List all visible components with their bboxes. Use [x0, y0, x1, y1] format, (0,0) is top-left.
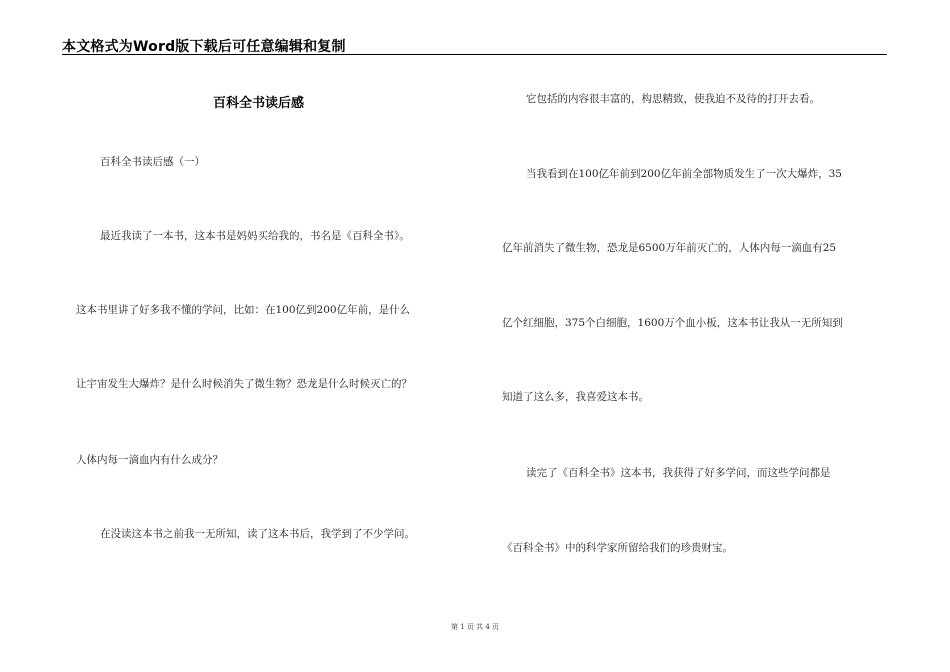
right-paragraph-line: 读完了《百科全书》这本书，我获得了好多学问，而这些学问都是 [526, 467, 831, 479]
left-paragraph-line: 最近我读了一本书，这本书是妈妈买给我的，书名是《百科全书》。 [100, 230, 410, 242]
left-paragraph-line: 让宇宙发生大爆炸？是什么时候消失了微生物？恐龙是什么时候灭亡的？ [76, 378, 412, 390]
right-paragraph-line: 亿个红细胞，375个白细胞，1600万个血小板，这本书让我从一无所知到 [502, 317, 843, 329]
left-paragraph-line: 人体内每一滴血内有什么成分？ [76, 454, 223, 466]
left-paragraph-line: 百科全书读后感（一） [100, 156, 205, 168]
right-paragraph-line: 《百科全书》中的科学家所留给我们的珍贵财宝。 [502, 542, 733, 554]
right-paragraph-line: 亿年前消失了微生物，恐龙是6500万年前灭亡的，人体内每一滴血有25 [502, 242, 837, 254]
right-paragraph-line: 当我看到在100亿年前到200亿年前全部物质发生了一次大爆炸，35 [526, 168, 842, 180]
left-paragraph-line: 在没读这本书之前我一无所知，读了这本书后，我学到了不少学问。 [100, 528, 415, 540]
left-paragraph-line: 这本书里讲了好多我不懂的学问，比如：在100亿到200亿年前，是什么 [76, 304, 411, 316]
right-paragraph-line: 它包括的内容很丰富的，构思精致，使我迫不及待的打开去看。 [526, 93, 820, 105]
document-header: 本文格式为Word版下载后可任意编辑和复制 [62, 39, 346, 55]
page-number: 第 1 页 共 4 页 [450, 623, 500, 631]
header-divider [62, 54, 887, 55]
document-title: 百科全书读后感 [213, 96, 305, 111]
right-paragraph-line: 知道了这么多，我喜爱这本书。 [502, 391, 649, 403]
